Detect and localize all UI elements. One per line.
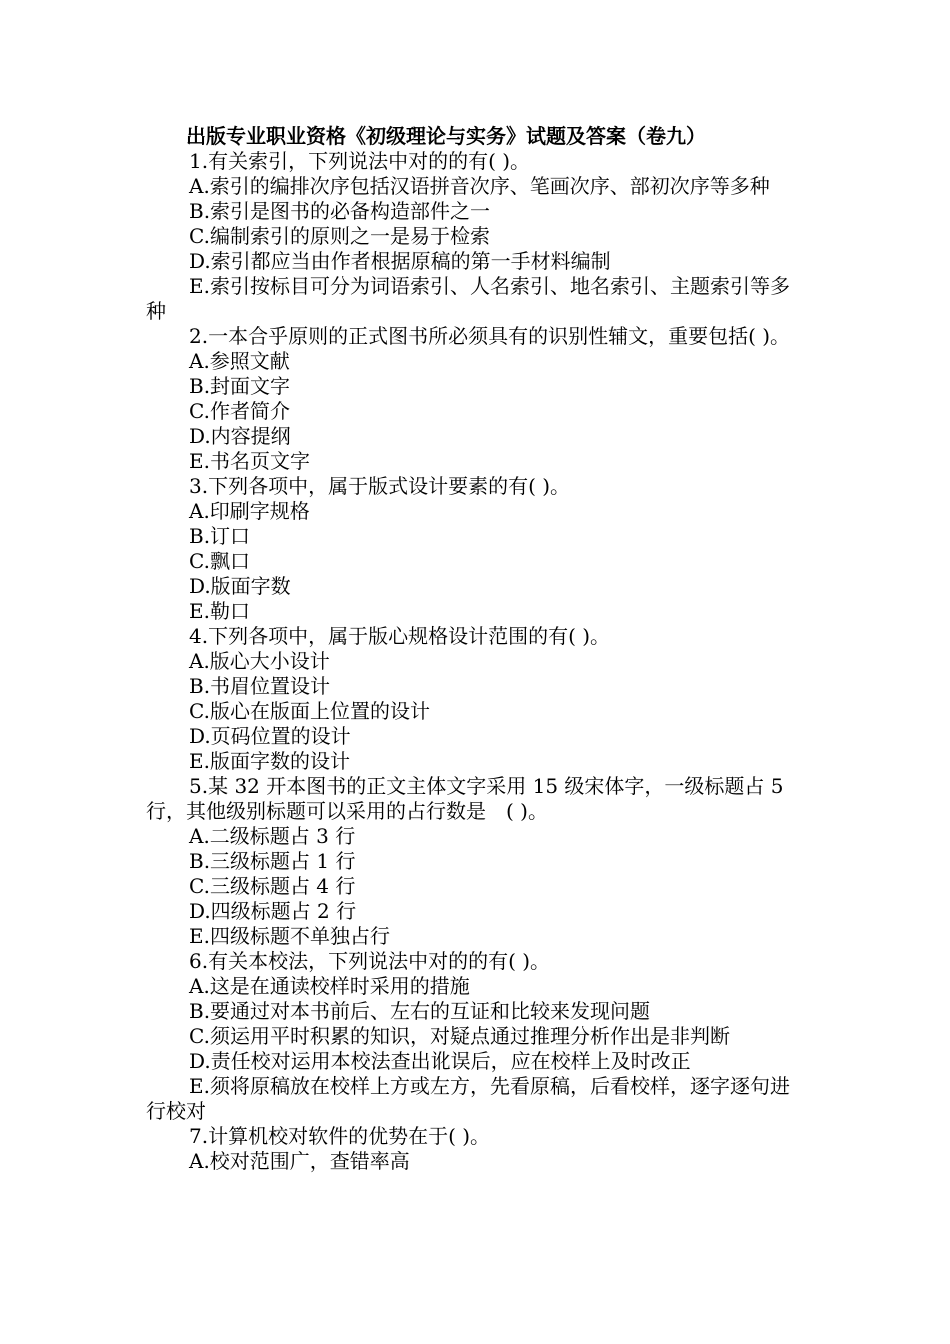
question-5-option-b: B.三级标题占 1 行 xyxy=(189,849,356,873)
document-title: 出版专业职业资格《初级理论与实务》试题及答案（卷九） xyxy=(186,124,706,148)
question-5-option-c: C.三级标题占 4 行 xyxy=(189,874,356,898)
question-1-option-e: E.索引按标目可分为词语索引、人名索引、地名索引、主题索引等多种 xyxy=(146,274,790,323)
question-1-option-c: C.编制索引的原则之一是易于检索 xyxy=(189,224,490,248)
question-4-option-d: D.页码位置的设计 xyxy=(189,724,351,748)
question-6-option-e: E.须将原稿放在校样上方或左方，先看原稿，后看校样，逐字逐句进行校对 xyxy=(146,1074,790,1123)
question-3-option-e: E.勒口 xyxy=(189,599,250,623)
question-4-option-e: E.版面字数的设计 xyxy=(189,749,350,773)
question-7-stem: 7.计算机校对软件的优势在于( )。 xyxy=(189,1124,491,1148)
question-1-option-b: B.索引是图书的必备构造部件之一 xyxy=(189,199,491,223)
question-1-stem: 1.有关索引，下列说法中对的的有( )。 xyxy=(189,149,531,173)
question-5-option-e: E.四级标题不单独占行 xyxy=(189,924,390,948)
question-2-option-e: E.书名页文字 xyxy=(189,449,310,473)
question-5-stem: 5.某 32 开本图书的正文主体文字采用 15 级宋体字，一级标题占 5 行，其他级别标题可以采用的占行数是 ( )。 xyxy=(146,774,784,823)
question-6-option-c: C.须运用平时积累的知识，对疑点通过推理分析作出是非判断 xyxy=(189,1024,730,1048)
question-1-option-d: D.索引都应当由作者根据原稿的第一手材料编制 xyxy=(189,249,611,273)
question-7-option-a: A.校对范围广，查错率高 xyxy=(189,1149,410,1173)
question-2-option-b: B.封面文字 xyxy=(189,374,291,398)
question-2-option-c: C.作者简介 xyxy=(189,399,290,423)
question-4-option-a: A.版心大小设计 xyxy=(189,649,330,673)
question-4-option-b: B.书眉位置设计 xyxy=(189,674,331,698)
question-6-option-d: D.责任校对运用本校法查出讹误后，应在校样上及时改正 xyxy=(189,1049,691,1073)
question-3-option-a: A.印刷字规格 xyxy=(189,499,310,523)
question-5-option-d: D.四级标题占 2 行 xyxy=(189,899,357,923)
document-body xyxy=(146,124,808,1174)
question-6-option-b: B.要通过对本书前后、左右的互证和比较来发现问题 xyxy=(189,999,651,1023)
question-3-stem: 3.下列各项中，属于版式设计要素的有( )。 xyxy=(189,474,571,498)
question-1-option-a: A.索引的编排次序包括汉语拼音次序、笔画次序、部初次序等多种 xyxy=(189,174,770,198)
question-2-option-d: D.内容提纲 xyxy=(189,424,291,448)
question-4-stem: 4.下列各项中，属于版心规格设计范围的有( )。 xyxy=(189,624,611,648)
question-2-stem: 2.一本合乎原则的正式图书所必须具有的识别性辅文，重要包括( )。 xyxy=(189,324,791,348)
question-6-stem: 6.有关本校法，下列说法中对的的有( )。 xyxy=(189,949,551,973)
question-6-option-a: A.这是在通读校样时采用的措施 xyxy=(189,974,470,998)
question-3-option-b: B.订口 xyxy=(189,524,251,548)
question-3-option-c: C.飘口 xyxy=(189,549,250,573)
question-2-option-a: A.参照文献 xyxy=(189,349,290,373)
question-3-option-d: D.版面字数 xyxy=(189,574,291,598)
question-5-option-a: A.二级标题占 3 行 xyxy=(189,824,356,848)
question-4-option-c: C.版心在版面上位置的设计 xyxy=(189,699,430,723)
